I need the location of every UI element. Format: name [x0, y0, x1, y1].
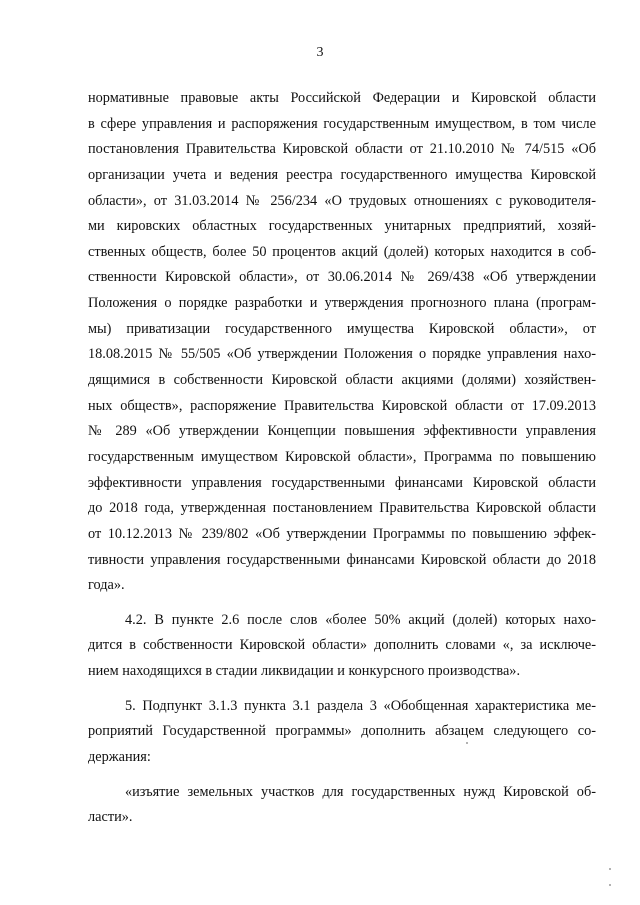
text-line: постановления Правительства Кировской области от 21.10.2010 № 74/515 «Об [88, 141, 596, 158]
text-line: ных обществ», распоряжение Правительства Кировской области от 17.09.2013 [88, 397, 596, 414]
text-line: нием находящихся в стадии ликвидации и конкурсного производства». [88, 663, 521, 680]
text-line: тивности управления государственными финансами Кировской области до 2018 [88, 551, 596, 568]
text-line: «изъятие земельных участков для государственных нужд Кировской об- [125, 783, 596, 800]
text-line: мы) приватизации государственного имущества Кировской области», от [88, 320, 596, 337]
text-line: ласти». [88, 809, 133, 826]
paragraph-legal-acts-list [88, 86, 596, 599]
text-line: эффективности управления государственными финансами Кировской области [88, 474, 596, 491]
text-line: года». [88, 577, 125, 594]
text-line: держания: [88, 749, 151, 766]
paragraph-item-4-2 [88, 608, 596, 685]
text-line: от 10.12.2013 № 239/802 «Об утверждении Программы по повышению эффек- [88, 525, 596, 542]
scan-speck [609, 868, 611, 870]
text-line: организации учета и ведения реестра государственного имущества Кировской [88, 166, 596, 183]
text-line: ственных обществ, более 50 процентов акций (долей) которых находится в соб- [88, 243, 596, 260]
text-line: Положения о порядке разработки и утверждения прогнозного плана (програм- [88, 295, 596, 312]
paragraph-spacer [88, 771, 596, 780]
text-line: до 2018 года, утвержденная постановлением Правительства Кировской области [88, 500, 596, 517]
text-line: дящимися в собственности Кировской области акциями (долями) хозяйствен- [88, 372, 596, 389]
scan-speck [609, 884, 611, 886]
text-line: № 289 «Об утверждении Концепции повышения эффективности управления [88, 423, 596, 440]
text-line: ственности Кировской области», от 30.06.2014 № 269/438 «Об утверждении [88, 269, 596, 286]
text-line: дится в собственности Кировской области» дополнить словами «, за исключе- [88, 637, 596, 654]
text-line: в сфере управления и распоряжения государственным имуществом, в том числе [88, 115, 596, 132]
text-line: 18.08.2015 № 55/505 «Об утверждении Положения о порядке управления нахо- [88, 346, 596, 363]
text-line: нормативные правовые акты Российской Федерации и Кировской области [88, 90, 596, 106]
text-line: государственным имуществом Кировской области», Программа по повышению [88, 448, 596, 465]
text-line: 4.2. В пункте 2.6 после слов «более 50% акций (долей) которых нахо- [125, 611, 596, 628]
paragraph-item-5 [88, 694, 596, 771]
paragraph-spacer [88, 685, 596, 694]
text-line: 5. Подпункт 3.1.3 пункта 3.1 раздела 3 «Обобщенная характеристика ме- [125, 697, 596, 714]
paragraph-quoted-addition [88, 780, 596, 831]
document-body [88, 86, 596, 831]
paragraph-spacer [88, 599, 596, 608]
text-line: ми кировских областных государственных унитарных предприятий, хозяй- [88, 218, 596, 235]
text-line: области», от 31.03.2014 № 256/234 «О трудовых отношениях с руководителя- [88, 192, 596, 209]
page-number: 3 [316, 45, 324, 60]
scan-speck [466, 742, 468, 744]
text-line: роприятий Государственной программы» дополнить абзацем следующего со- [88, 723, 596, 740]
